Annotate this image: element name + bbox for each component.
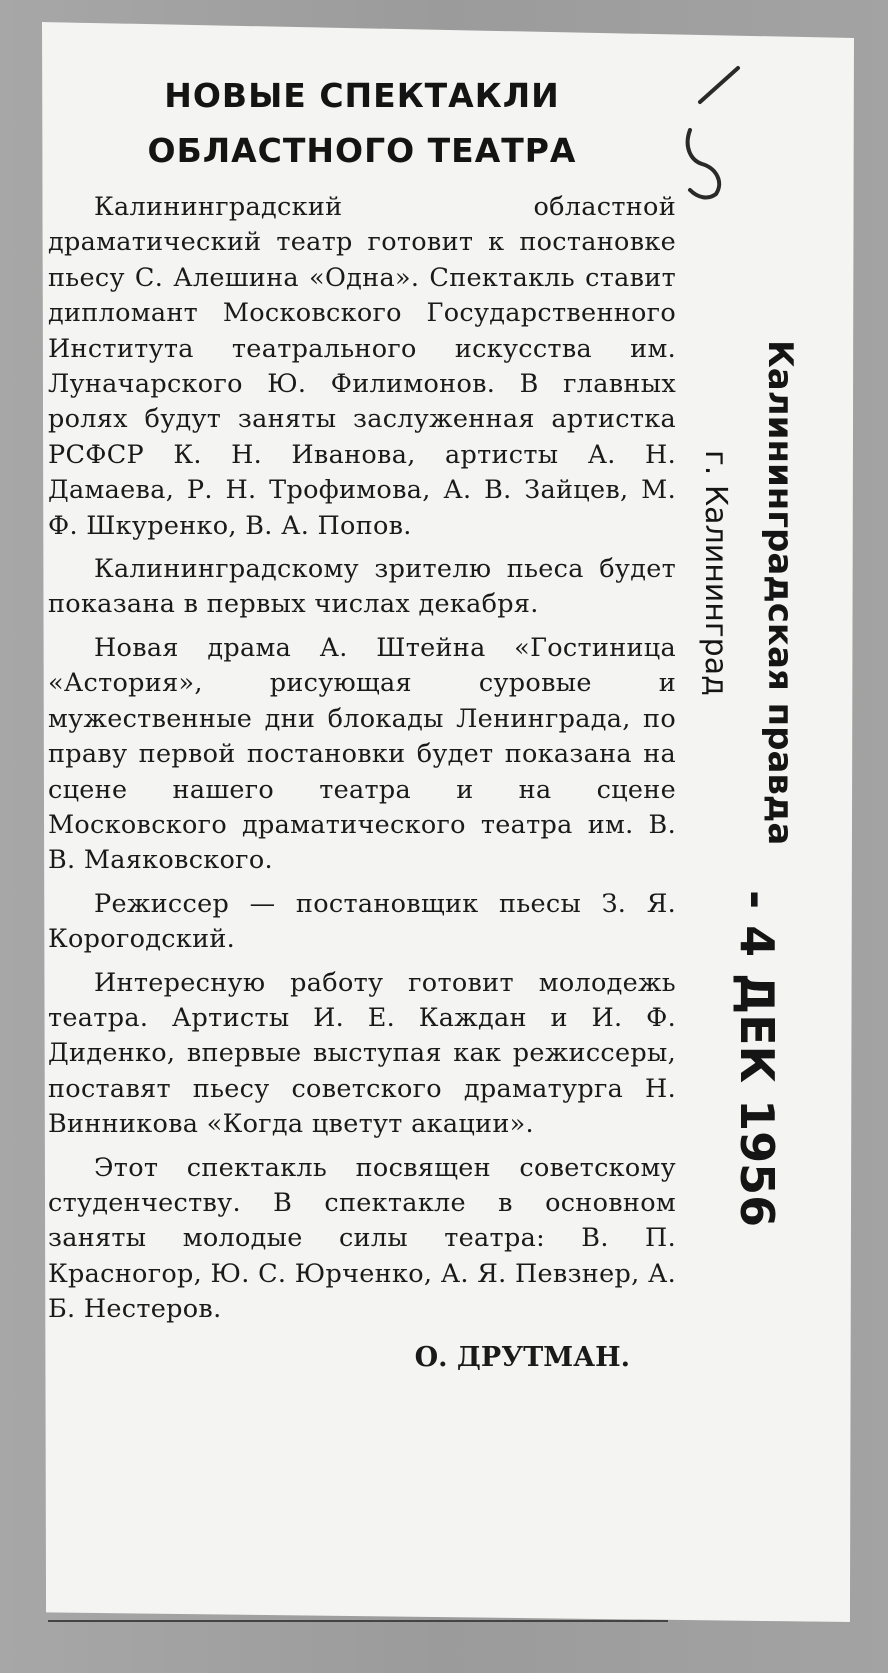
paragraph-2: Калининградскому зрителю пьеса будет показана в первых числах декабря. — [48, 554, 676, 620]
newspaper-stamp — [660, 300, 860, 1300]
handwritten-mark — [680, 60, 760, 205]
article — [48, 68, 676, 1378]
stamp-city: г. Калининград — [698, 450, 733, 696]
paragraph-5: Интересную работу готовит молодежь театра. Артисты И. Е. Каждан и И. Ф. Диденко, впервые выступая как режиссеры, поставят пьесу советского драматурга Н. Винникова «Когда цветут акации». — [48, 967, 676, 1140]
headline-line-2: ОБЛАСТНОГО ТЕАТРА — [147, 131, 577, 170]
paragraph-1: Калининградский областной драматический театр готовит к постановке пьесу С. Алешина «Одна». Спектакль ставит дипломант Московского Государственного Института театрального искусства им. Луначарского Ю. Филимонов. В главных ролях будут заняты заслуженная артистка РСФСР К. Н. Иванова, артисты А. Н. Дамаева, Р. Н. Трофимова, А. В. Зайцев, М. Ф. Шкуренко, В. А. Попов. — [48, 192, 676, 541]
bottom-rule — [48, 1620, 668, 1622]
stamp-date: - 4 ДЕК 1956 — [730, 890, 784, 1228]
headline — [48, 68, 676, 178]
headline-line-1: НОВЫЕ СПЕКТАКЛИ — [164, 76, 560, 115]
paragraph-6: Этот спектакль посвящен советскому студенчеству. В спектакле в основном заняты молодые силы театра: В. П. Красногор, Ю. С. Юрченко, А. Я. Певзнер, А. Б. Нестеров. — [48, 1152, 676, 1325]
stamp-newspaper-name: Калининградская правда — [760, 340, 800, 846]
paragraph-4: Режиссер — постановщик пьесы З. Я. Корогодский. — [48, 888, 676, 955]
pencil-number-icon — [680, 60, 760, 200]
paragraph-3: Новая драма А. Штейна «Гостиница «Астория», рисующая суровые и мужественные дни блокады Ленинграда, по праву первой постановки будет показана на сцене нашего театра и на сцене Московского драматического театра им. В. В. Маяковского. — [48, 632, 676, 876]
author-signature: О. ДРУТМАН. — [414, 1341, 630, 1373]
